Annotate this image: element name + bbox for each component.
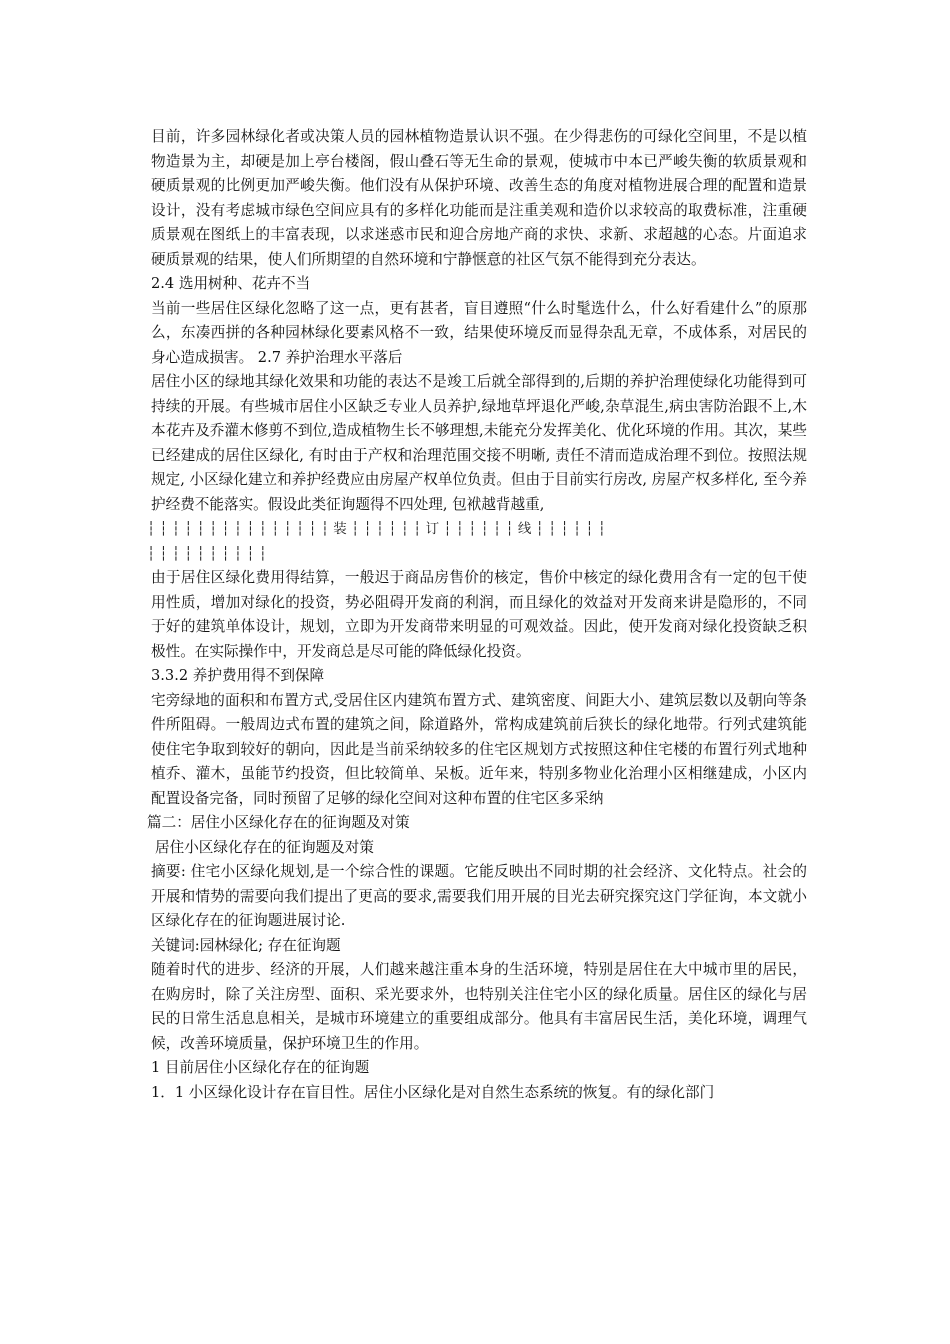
heading-section-1: 1 目前居住小区绿化存在的征询题 [151,1059,370,1076]
paragraph-introduction: 随着时代的进步、经济的开展，人们越来越注重本身的生活环境，特别是居住在大中城市里的居民，在购房时，除了关注房型、面积、采光要求外，也特别关注住宅小区的绿化质量。居住区的绿化与居民的日常生活息息相关，是城市环境建立的重要组成部分。他具有丰富居民生活，美化环境，调理气候，改善环境质量，保护环境卫生的作用。 [151,961,807,1052]
article-title: 居住小区绿化存在的征询题及对策 [155,838,374,856]
paragraph-plant-landscaping: 目前，许多园林绿化者或决策人员的园林植物造景认识不强。在少得悲伤的可绿化空间里，不是以植物造景为主，却硬是加上亭台楼阁，假山叠石等无生命的景观，使城市中本已严峻失衡的软质景观和硬质景观的比例更加严峻失衡。他们没有从保护环境、改善生态的角度对植物进展合理的配置和造景设计，没有考虑城市绿色空间应具有的多样化功能而是注重美观和造价以求较高的取费标准，注重硬质景观在图纸上的丰富表现，以求迷惑市民和迎合房地产商的求快、求新、求超越的心态。片面追求硬质景观的结果，使人们所期望的自然环境和宁静惬意的社区气氛不能得到充分表达。 [151,128,807,268]
heading-3-3-2: 3.3.2 养护费用得不到保障 [151,667,325,684]
heading-2-4: 2.4 选用树种、花卉不当 [151,275,311,292]
paragraph-house-side-green: 宅旁绿地的面积和布置方式,受居住区内建筑布置方式、建筑密度、间距大小、建筑层数以及朝向等条件所阻碍。一般周边式布置的建筑之间，除道路外，常构成建筑前后狭长的绿化地带。行列式建筑能使住宅争取到较好的朝向，因此是当前采纳较多的住宅区规划方式按照这种住宅楼的布置行列式地种植乔、灌木，虽能节约投资，但比较简单、呆板。近年来，特别多物业化治理小区相继建成，小区内配置设备完备，同时预留了足够的绿化空间对这种布置的住宅区多采纳 [151,691,807,807]
binding-line-1: ┆ ┆ ┆ ┆ ┆ ┆ ┆ ┆ ┆ ┆ ┆ ┆ ┆ ┆ ┆ 装 ┆ ┆ ┆ ┆ ┆ ┆ 订 ┆ ┆ ┆ ┆ ┆ ┆ 线 ┆ ┆ ┆ ┆ ┆ ┆ [147,521,606,537]
document-page [147,125,807,1105]
paragraph-tree-selection: 当前一些居住区绿化忽略了这一点，更有甚者，盲目遵照“什么时髦选什么，什么好看建什么”的原那么，东凑西拼的各种园林绿化要素风格不一致，结果使环境反而显得杂乱无章，不成体系，对居民的身心造成损害。 2.7 养护治理水平落后 [151,299,807,366]
paragraph-maintenance: 居住小区的绿地其绿化效果和功能的表达不是竣工后就全部得到的,后期的养护治理使绿化功能得到可持续的开展。有些城市居住小区缺乏专业人员养护,绿地草坪退化严峻,杂草混生,病虫害防治跟不上,木本花卉及乔灌木修剪不到位,造成植物生长不够理想,未能充分发挥美化、优化环境的作用。其次，某些已经建成的居住区绿化, 有时由于产权和治理范围交接不明晰, 责任不清而造成治理不到位。按照法规规定, 小区绿化建立和养护经费应由房屋产权单位负责。但由于目前实行房改, 房屋产权多样化, 至今养护经费不能落实。假设此类征询题得不四处理, 包袱越背越重, [151,373,807,513]
heading-part-two: 篇二：居住小区绿化存在的征询题及对策 [147,814,410,831]
paragraph-greening-cost: 由于居住区绿化费用得结算，一般迟于商品房售价的核定，售价中核定的绿化费用含有一定的包干使用性质，增加对绿化的投资，势必阻碍开发商的利润，而且绿化的效益对开发商来讲是隐形的，不同于好的建筑单体设计，规划，立即为开发商带来明显的可观效益。因此，使开发商对绿化投资缺乏积极性。在实际操作中，开发商总是尽可能的降低绿化投资。 [151,569,807,660]
paragraph-1-1: 1．1 小区绿化设计存在盲目性。居住小区绿化是对自然生态系统的恢复。有的绿化部门 [151,1083,715,1101]
binding-line-2: ┆ ┆ ┆ ┆ ┆ ┆ ┆ ┆ ┆ ┆ [147,545,267,562]
paragraph-abstract: 摘要: 住宅小区绿化规划,是一个综合性的课题。它能反映出不同时期的社会经济、文化特点。社会的开展和情势的需要向我们提出了更高的要求,需要我们用开展的目光去研究探究这门学征询，本文就小区绿化存在的征询题进展讨论. [151,863,807,929]
keywords: 关键词:园林绿化; 存在征询题 [151,936,341,954]
